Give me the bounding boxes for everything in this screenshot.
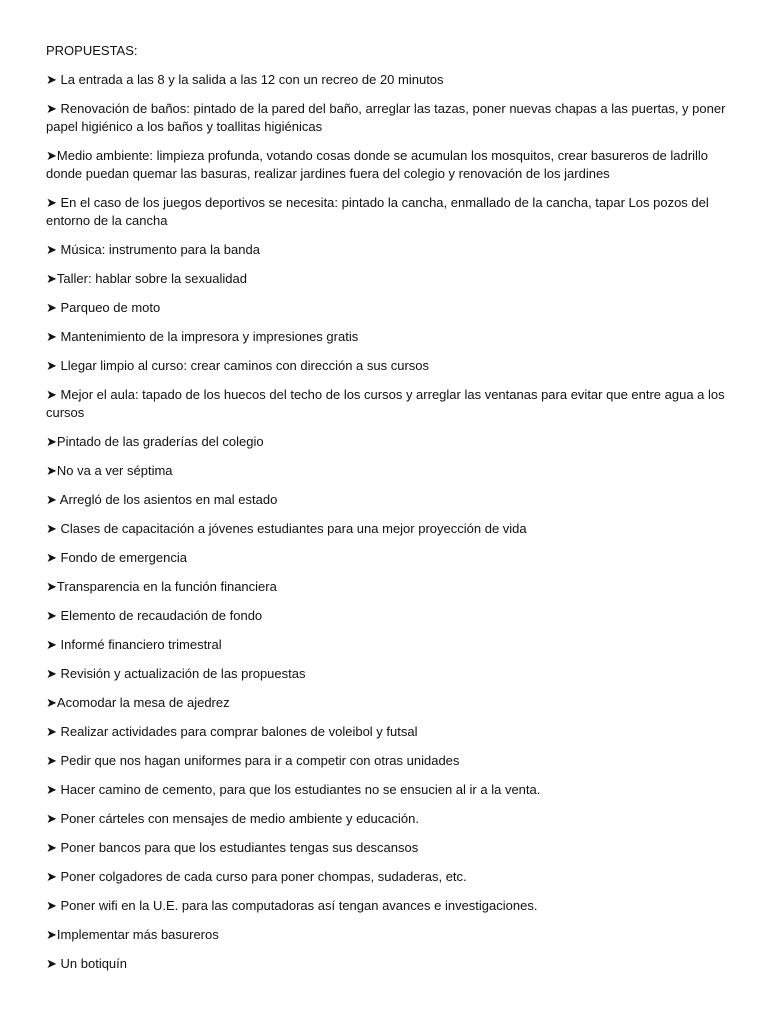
arrowhead-bullet-icon: ➤ — [46, 724, 61, 739]
arrowhead-bullet-icon: ➤ — [46, 666, 61, 681]
list-item — [46, 270, 732, 288]
document-title: PROPUESTAS: — [46, 43, 138, 58]
list-item-text: Informé financiero trimestral — [60, 637, 222, 652]
list-item — [46, 299, 732, 317]
list-item-text: Pintado de las graderías del colegio — [56, 434, 264, 449]
proposal-list — [46, 71, 732, 973]
list-item-text: Hacer camino de cemento, para que los estudiantes no se ensucien al ir a la venta. — [60, 782, 541, 797]
list-item-text: En el caso de los juegos deportivos se necesita: pintado la cancha, enmallado de la cancha, tapar Los pozos del entorno de la cancha — [46, 195, 709, 228]
list-item-text: Elemento de recaudación de fondo — [60, 608, 263, 623]
list-item-text: Arregló de los asientos en mal estado — [59, 492, 278, 507]
arrowhead-bullet-icon: ➤ — [46, 695, 57, 710]
list-item-text: Parqueo de moto — [60, 300, 161, 315]
list-item — [46, 926, 732, 944]
arrowhead-bullet-icon: ➤ — [46, 811, 61, 826]
arrowhead-bullet-icon: ➤ — [46, 148, 57, 163]
list-item — [46, 607, 732, 625]
list-item — [46, 636, 732, 654]
list-item — [46, 147, 732, 183]
list-item — [46, 491, 732, 509]
list-item — [46, 723, 732, 741]
arrowhead-bullet-icon: ➤ — [46, 195, 61, 210]
arrowhead-bullet-icon: ➤ — [46, 782, 61, 797]
list-item-text: Realizar actividades para comprar balones de voleibol y futsal — [60, 724, 418, 739]
list-item-text: Medio ambiente: limpieza profunda, votando cosas donde se acumulan los mosquitos, crear basureros de ladrillo donde puedan quemar las basuras, realizar jardines fuera del colegio y renovación de los jardines — [46, 148, 708, 181]
list-item — [46, 752, 732, 770]
list-item-text: Revisión y actualización de las propuestas — [60, 666, 306, 681]
arrowhead-bullet-icon: ➤ — [46, 101, 61, 116]
list-item-text: Acomodar la mesa de ajedrez — [56, 695, 230, 710]
list-item-text: Poner colgadores de cada curso para poner chompas, sudaderas, etc. — [60, 869, 467, 884]
list-item — [46, 520, 732, 538]
list-item-text: Poner wifi en la U.E. para las computadoras así tengan avances e investigaciones. — [60, 898, 538, 913]
list-item-text: Llegar limpio al curso: crear caminos con dirección a sus cursos — [60, 358, 430, 373]
list-item — [46, 241, 732, 259]
arrowhead-bullet-icon: ➤ — [46, 329, 61, 344]
list-item — [46, 71, 732, 89]
arrowhead-bullet-icon: ➤ — [46, 550, 61, 565]
list-item — [46, 694, 732, 712]
list-item — [46, 549, 732, 567]
list-item — [46, 781, 732, 799]
document-page — [46, 42, 732, 984]
list-item-text: Fondo de emergencia — [60, 550, 187, 565]
arrowhead-bullet-icon: ➤ — [46, 492, 60, 507]
list-item — [46, 386, 732, 422]
arrowhead-bullet-icon: ➤ — [46, 463, 57, 478]
arrowhead-bullet-icon: ➤ — [46, 753, 61, 768]
list-item-text: Mejor el aula: tapado de los huecos del techo de los cursos y arreglar las ventanas para evitar que entre agua a los cursos — [46, 387, 725, 420]
list-item — [46, 839, 732, 857]
arrowhead-bullet-icon: ➤ — [46, 608, 61, 623]
arrowhead-bullet-icon: ➤ — [46, 434, 57, 449]
list-item-text: Implementar más basureros — [56, 927, 219, 942]
arrowhead-bullet-icon: ➤ — [46, 956, 61, 971]
arrowhead-bullet-icon: ➤ — [46, 521, 61, 536]
arrowhead-bullet-icon: ➤ — [46, 72, 61, 87]
arrowhead-bullet-icon: ➤ — [46, 358, 61, 373]
list-item-text: Poner bancos para que los estudiantes tengas sus descansos — [60, 840, 419, 855]
list-item — [46, 810, 732, 828]
arrowhead-bullet-icon: ➤ — [46, 637, 61, 652]
list-item-text: Un botiquín — [60, 956, 128, 971]
list-item — [46, 100, 732, 136]
list-item-text: Mantenimiento de la impresora y impresiones gratis — [60, 329, 359, 344]
list-item-text: Música: instrumento para la banda — [60, 242, 260, 257]
arrowhead-bullet-icon: ➤ — [46, 242, 61, 257]
arrowhead-bullet-icon: ➤ — [46, 300, 61, 315]
list-item — [46, 578, 732, 596]
arrowhead-bullet-icon: ➤ — [46, 898, 61, 913]
arrowhead-bullet-icon: ➤ — [46, 927, 57, 942]
list-item-text: Poner cárteles con mensajes de medio ambiente y educación. — [60, 811, 419, 826]
list-item — [46, 433, 732, 451]
list-item — [46, 328, 732, 346]
list-item-text: Clases de capacitación a jóvenes estudiantes para una mejor proyección de vida — [60, 521, 527, 536]
list-item — [46, 194, 732, 230]
list-item — [46, 462, 732, 480]
arrowhead-bullet-icon: ➤ — [46, 271, 57, 286]
list-item — [46, 897, 732, 915]
arrowhead-bullet-icon: ➤ — [46, 387, 61, 402]
list-item — [46, 357, 732, 375]
list-item-text: Pedir que nos hagan uniformes para ir a competir con otras unidades — [60, 753, 460, 768]
list-item-text: No va a ver séptima — [56, 463, 173, 478]
list-item-text: Taller: hablar sobre la sexualidad — [56, 271, 247, 286]
list-item-text: Transparencia en la función financiera — [56, 579, 277, 594]
arrowhead-bullet-icon: ➤ — [46, 869, 61, 884]
list-item — [46, 955, 732, 973]
list-item — [46, 665, 732, 683]
list-item-text: Renovación de baños: pintado de la pared del baño, arreglar las tazas, poner nuevas chapas a las puertas, y poner papel higiénico a los baños y toallitas higiénicas — [46, 101, 726, 134]
list-item-text: La entrada a las 8 y la salida a las 12 con un recreo de 20 minutos — [60, 72, 444, 87]
arrowhead-bullet-icon: ➤ — [46, 840, 61, 855]
list-item — [46, 868, 732, 886]
arrowhead-bullet-icon: ➤ — [46, 579, 57, 594]
